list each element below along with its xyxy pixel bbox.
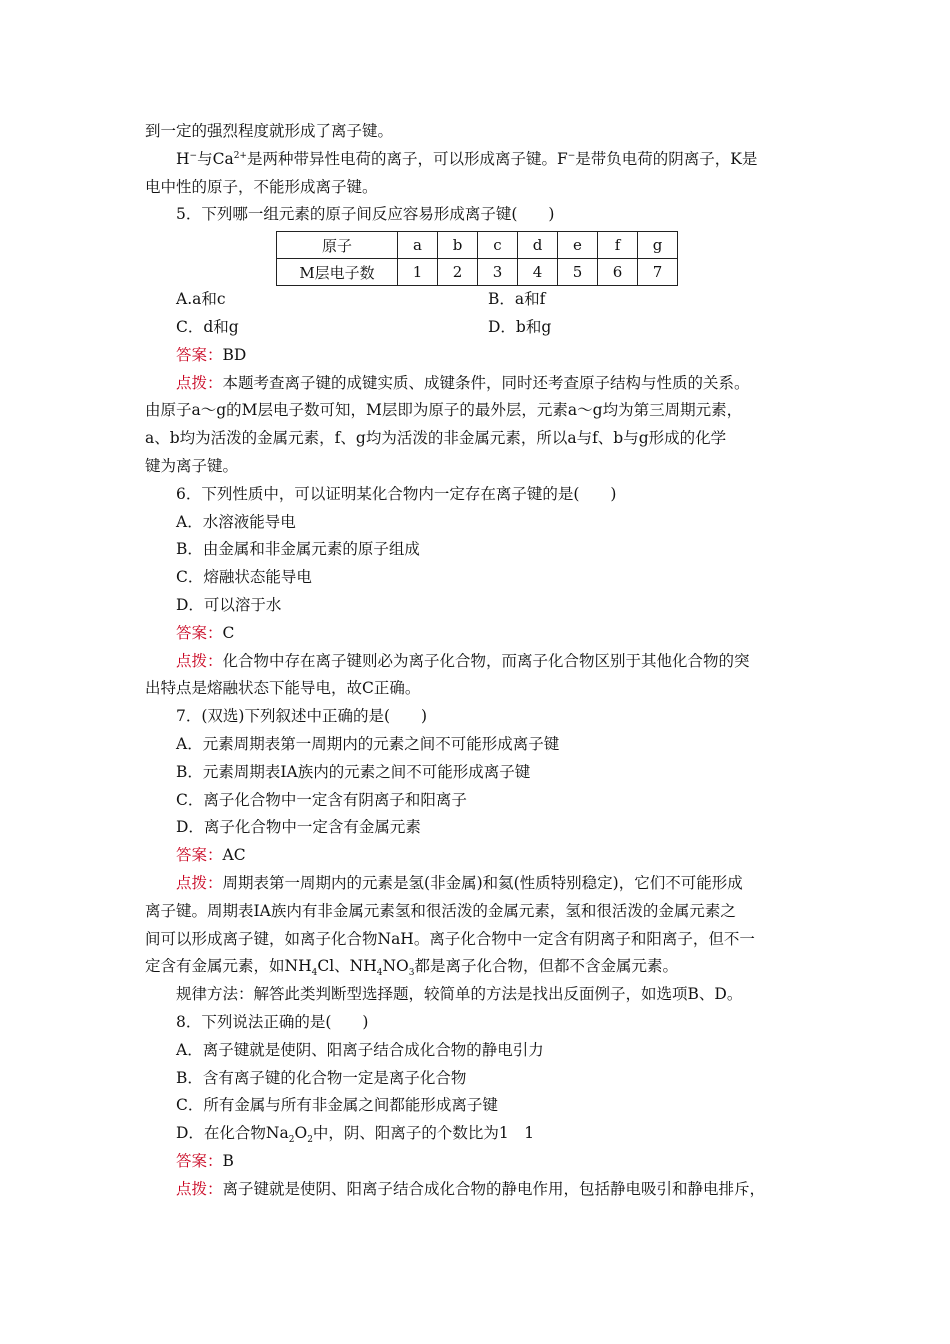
option-c: C．所有金属与所有非金属之间都能形成离子键 [176,1096,498,1115]
answer-label: 答案： [176,846,223,865]
table-row [277,232,678,259]
option-d: D．可以溶于水 [176,595,282,614]
answer-label: 答案： [176,623,223,642]
hint-line: 点拨：本题考查离子键的成键实质、成键条件，同时还考查原子结构与性质的关系。 [176,373,750,392]
table-cell: M层电子数 [277,259,398,286]
option-d: D．在化合物$Na_2O_2$中，阴、阳离子的个数比为1 1 [176,1124,535,1146]
option-a: A.a和c [176,290,226,309]
table-cell: f [598,232,638,259]
option-a: A．元素周期表第一周期内的元素之间不可能形成离子键 [176,734,560,753]
table-cell: 7 [638,259,678,286]
table-cell: 5 [558,259,598,286]
answer-line [145,620,815,648]
hint-line: 出特点是熔融状态下能导电，故C正确。 [145,679,421,698]
hint-line: a、b均为活泼的金属元素，f、g均为活泼的非金属元素，所以a与f、b与g形成的化学 [145,429,727,448]
method-line: 规律方法：解答此类判断型选择题，较简单的方法是找出反面例子，如选项B、D。 [176,985,743,1004]
answer-value: C [222,623,235,642]
table-cell: 原子 [277,232,398,259]
hint-line: 键为离子键。 [145,456,239,475]
table-cell: 6 [598,259,638,286]
table-cell: a [398,232,438,259]
option-d: D．b和g [488,317,552,336]
answer-line [145,342,815,370]
answer-value: B [222,1151,234,1170]
question-6-stem: 6．下列性质中，可以证明某化合物内一定存在离子键的是( ) [176,484,617,503]
answer-label: 答案： [176,345,223,364]
option-b: B．由金属和非金属元素的原子组成 [176,540,420,559]
electron-table [276,231,678,286]
table-cell: e [558,232,598,259]
table-cell: 1 [398,259,438,286]
option-b: B．元素周期表ⅠA族内的元素之间不可能形成离子键 [176,762,531,781]
hint-line: 点拨：化合物中存在离子键则必为离子化合物，而离子化合物区别于其他化合物的突 [176,651,750,670]
hint-line: 点拨：离子键就是使阴、阳离子结合成化合物的静电作用，包括静电吸引和静电排斥， [176,1179,766,1198]
hint-label: 点拨： [176,651,223,670]
option-c: C．熔融状态能导电 [176,568,312,587]
option-c: C．离子化合物中一定含有阴离子和阳离子 [176,790,467,809]
text-line: 到一定的强烈程度就形成了离子键。 [145,122,394,140]
table-cell: c [478,232,518,259]
text-line: H−与$Ca^{2+}$是两种带异性电荷的离子，可以形成离子键。F−是带负电荷的阴离子，K是 [176,149,758,168]
hint-label: 点拨： [176,873,223,892]
table-cell: d [518,232,558,259]
question-8-stem: 8．下列说法正确的是( ) [176,1012,369,1031]
hint-line: 由原子a～g的M层电子数可知，M层即为原子的最外层，元素a～g均为第三周期元素， [145,401,743,420]
options-row [145,286,815,314]
document-body [145,118,815,1203]
option-a: A．水溶液能导电 [176,512,296,531]
table-cell: 3 [478,259,518,286]
question-7-stem: 7．(双选)下列叙述中正确的是( ) [176,707,428,726]
hint-line: 间可以形成离子键，如离子化合物NaH。离子化合物中一定含有阴离子和阳离子，但不一 [145,929,755,948]
options-row [145,314,815,342]
table-cell: 4 [518,259,558,286]
answer-line [145,842,815,870]
table-row [277,259,678,286]
option-b: B．a和f [488,290,546,309]
answer-line [145,1148,815,1176]
text-line: 电中性的原子，不能形成离子键。 [145,177,378,196]
answer-value: AC [222,846,246,865]
option-a: A．离子键就是使阴、阳离子结合成化合物的静电引力 [176,1040,544,1059]
hint-line: 离子键。周期表ⅠA族内有非金属元素氢和很活泼的金属元素，氢和很活泼的金属元素之 [145,901,736,920]
hint-label: 点拨： [176,373,223,392]
hint-line: 点拨：周期表第一周期内的元素是氢(非金属)和氦(性质特别稳定)，它们不可能形成 [176,873,743,892]
option-d: D．离子化合物中一定含有金属元素 [176,818,421,837]
answer-value: BD [222,345,247,364]
hint-label: 点拨： [176,1179,223,1198]
option-b: B．含有离子键的化合物一定是离子化合物 [176,1068,467,1087]
answer-label: 答案： [176,1151,223,1170]
table-cell: g [638,232,678,259]
table-cell: 2 [438,259,478,286]
table-cell: b [438,232,478,259]
option-c: C．d和g [176,317,239,336]
question-5-stem: 5．下列哪一组元素的原子间反应容易形成离子键( ) [176,205,555,224]
hint-line: 定含有金属元素，如$NH_4Cl$、$NH_4NO_3$都是离子化合物，但都不含金属元素。 [145,957,678,979]
